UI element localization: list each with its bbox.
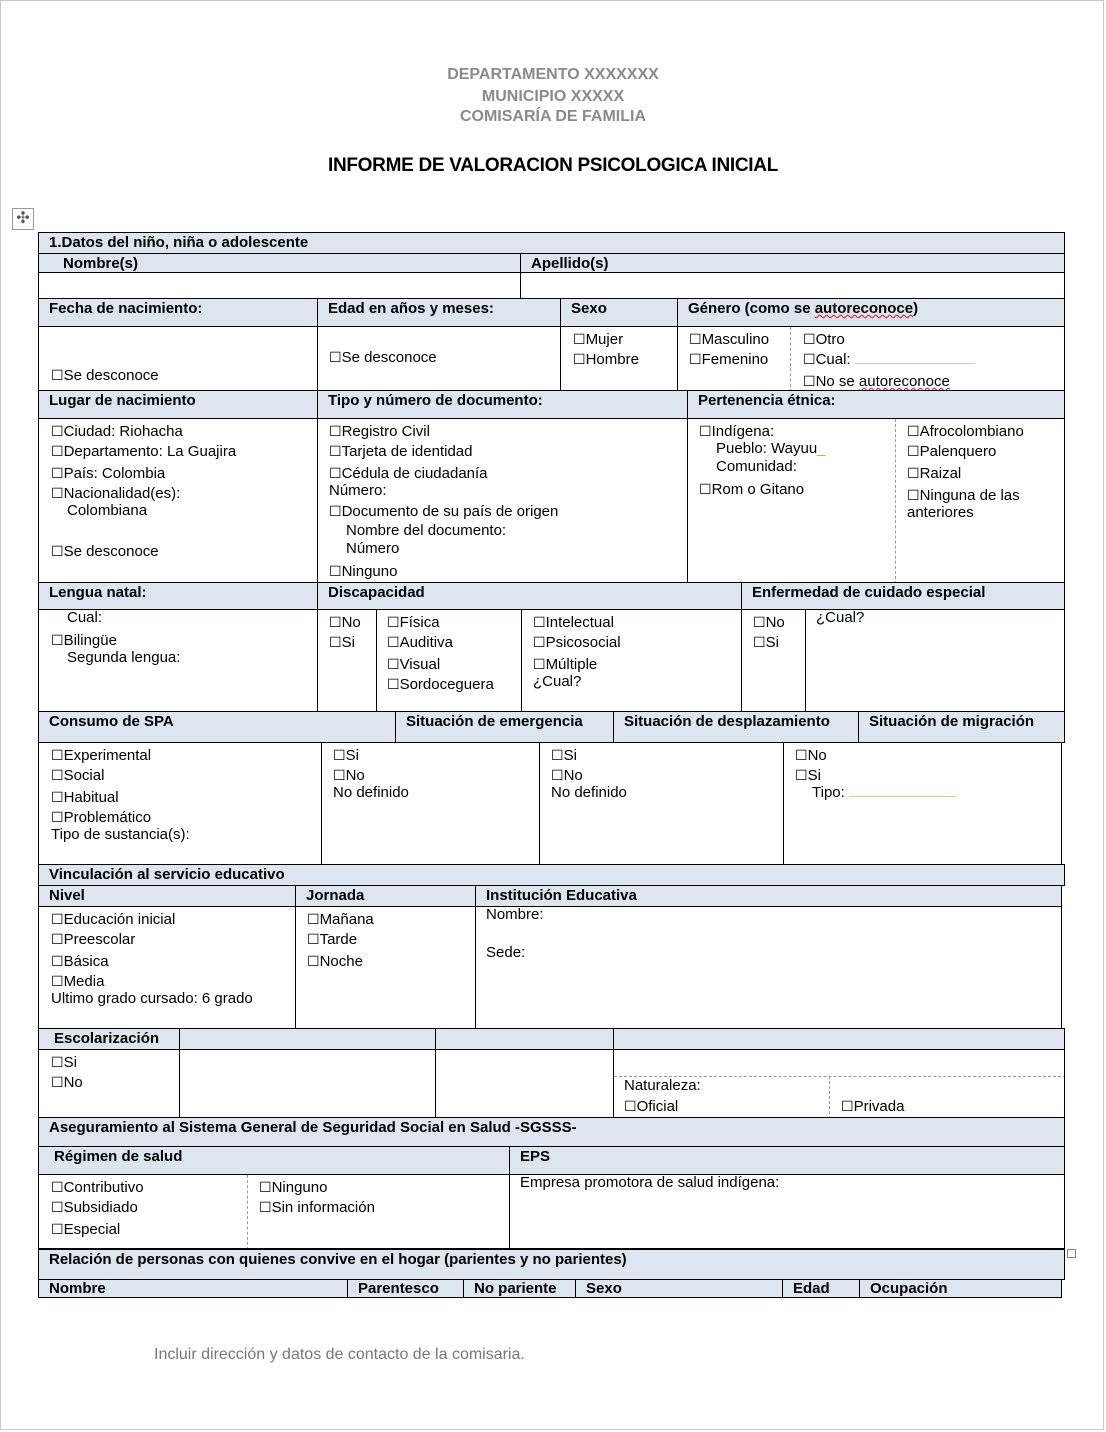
etnica-palenquero[interactable]: Palenquero (919, 443, 997, 460)
discapacidad-visual[interactable]: Visual (399, 656, 441, 673)
enfermedad-si[interactable]: Si (765, 634, 779, 651)
vinculacion-header (38, 864, 1065, 886)
lugar-se-desconoce[interactable]: Se desconoce (63, 543, 159, 560)
fecha-field[interactable] (38, 326, 318, 391)
lugar-field (38, 418, 318, 583)
escolarizacion-header (38, 1028, 180, 1050)
end-of-row-mark (1067, 1249, 1076, 1258)
regimen-especial[interactable]: Especial (63, 1221, 121, 1238)
spa-tipo-sustancia: Tipo de sustancia(s): (51, 826, 190, 843)
eps-header (509, 1146, 1065, 1175)
lugar-header (38, 390, 318, 419)
doc-cedula[interactable]: Cédula de ciudadanía (341, 465, 488, 482)
eps-field[interactable] (509, 1174, 1065, 1249)
col-sexo (575, 1279, 783, 1298)
eps-label: EPS (520, 1148, 551, 1165)
escolarizacion-field-3[interactable] (435, 1049, 614, 1118)
relacion-header (38, 1248, 1065, 1280)
institucion-sede: Sede: (486, 944, 526, 961)
genero-label-spell: autoreconoce (814, 300, 914, 317)
genero-no-se-checkbox[interactable]: No se (815, 373, 859, 390)
doc-numero-label: Número: (329, 482, 387, 499)
apellido-label: Apellido(s) (531, 255, 609, 272)
header-departamento: DEPARTAMENTO XXXXXXX (447, 66, 659, 83)
nombre-field[interactable] (38, 272, 521, 299)
institucion-label: Institución Educativa (486, 887, 637, 904)
edad-label: Edad en años y meses: (328, 300, 494, 317)
header-comisaria: COMISARÍA DE FAMILIA (459, 108, 647, 125)
spa-label: Consumo de SPA (49, 713, 174, 730)
discapacidad-si[interactable]: Si (341, 634, 355, 651)
genero-masculino-checkbox[interactable]: Masculino (701, 331, 770, 348)
doc-registro-civil[interactable]: Registro Civil (341, 423, 430, 440)
aseguramiento-label: Aseguramiento al Sistema General de Seguridad Social en Salud -SGSSS- (49, 1119, 577, 1136)
genero-header (677, 298, 1065, 327)
etnica-pueblo: Pueblo: Wayuu (716, 440, 818, 457)
doc-ninguno[interactable]: Ninguno (341, 563, 398, 580)
desplazamiento-si[interactable]: Si (563, 747, 577, 764)
section-datos-nino (38, 232, 1065, 254)
migracion-tipo-line[interactable] (849, 796, 957, 797)
discapacidad-si-no (317, 609, 377, 712)
discapacidad-multiple[interactable]: Múltiple (545, 656, 598, 673)
lengua-header (38, 582, 318, 610)
etnica-afro[interactable]: Afrocolombiano (919, 423, 1024, 440)
etnica-header (687, 390, 1065, 419)
nivel-header (38, 885, 296, 907)
lengua-label: Lengua natal: (49, 584, 147, 601)
enfermedad-si-no (741, 609, 806, 712)
etnica-rom[interactable]: Rom o Gitano (711, 481, 805, 498)
fecha-se-desconoce[interactable]: Se desconoce (63, 367, 159, 384)
sexo-hombre-checkbox[interactable]: Hombre (585, 351, 639, 368)
enfermedad-no[interactable]: No (765, 614, 785, 631)
regimen-label: Régimen de salud (54, 1148, 183, 1165)
enfermedad-cual: ¿Cual? (816, 609, 865, 626)
col-ocupacion (859, 1279, 1062, 1298)
desplazamiento-header (613, 711, 859, 743)
emergencia-field (321, 742, 540, 865)
doc-pais-origen[interactable]: Documento de su país de origen (341, 503, 559, 520)
lugar-pais[interactable]: País: Colombia (63, 465, 166, 482)
nivel-ultimo-grado: Ultimo grado cursado: 6 grado (51, 990, 253, 1007)
jornada-noche[interactable]: Noche (319, 953, 363, 970)
discapacidad-tipos-1 (376, 609, 522, 712)
migracion-tipo: Tipo: (812, 784, 845, 801)
aseguramiento-header (38, 1117, 1065, 1147)
genero-femenino-checkbox[interactable]: Femenino (701, 351, 769, 368)
sexo-mujer-checkbox[interactable]: Mujer (585, 331, 624, 348)
emergencia-no-definido: No definido (333, 784, 409, 801)
col-no-pariente-label: No pariente (474, 1280, 557, 1297)
genero-label-end: ) (913, 300, 919, 317)
jornada-tarde[interactable]: Tarde (319, 931, 358, 948)
tipo-doc-field (317, 418, 688, 583)
regimen-header (38, 1146, 510, 1175)
escolarizacion-field-2[interactable] (179, 1049, 436, 1118)
fecha-header (38, 298, 318, 327)
genero-cual-line[interactable] (855, 363, 975, 364)
escolarizacion-si[interactable]: Si (63, 1054, 77, 1071)
edad-field[interactable] (317, 326, 561, 391)
genero-no-se-spell: autoreconoce (858, 373, 950, 390)
col-nombre (38, 1279, 348, 1298)
naturaleza-divider-v (829, 1076, 830, 1118)
regimen-divider (247, 1175, 248, 1249)
jornada-manana[interactable]: Mañana (319, 911, 374, 928)
lugar-departamento[interactable]: Departamento: La Guajira (63, 443, 237, 460)
discapacidad-sordoceguera[interactable]: Sordoceguera (399, 676, 494, 693)
escolarizacion-label: Escolarización (54, 1030, 160, 1047)
col-parentesco (347, 1279, 464, 1298)
discapacidad-label: Discapacidad (328, 584, 425, 601)
emergencia-header (395, 711, 614, 743)
jornada-label: Jornada (306, 887, 365, 904)
lugar-nacionalidad[interactable]: Nacionalidad(es): (63, 485, 181, 502)
header-municipio: MUNICIPIO XXXXX (481, 88, 625, 105)
footer-note: Incluir dirección y datos de contacto de la comisaria. (154, 1346, 525, 1363)
genero-divider (790, 327, 791, 391)
lengua-bilingue[interactable]: Bilingüe (63, 632, 117, 649)
discapacidad-fisica[interactable]: Física (399, 614, 440, 631)
nivel-preescolar[interactable]: Preescolar (63, 931, 136, 948)
spa-experimental[interactable]: Experimental (63, 747, 152, 764)
col-no-pariente (463, 1279, 576, 1298)
discapacidad-no[interactable]: No (341, 614, 361, 631)
discapacidad-header (317, 582, 742, 610)
enfermedad-header (741, 582, 1065, 610)
nivel-basica[interactable]: Básica (63, 953, 109, 970)
migracion-label: Situación de migración (869, 713, 1035, 730)
edad-se-desconoce[interactable]: Se desconoce (341, 349, 437, 366)
col-edad (782, 1279, 860, 1298)
migracion-field (783, 742, 1062, 865)
section-datos-nino-label: 1.Datos del niño, niña o adolescente (49, 234, 309, 251)
institucion-nombre: Nombre: (486, 906, 544, 923)
emergencia-label: Situación de emergencia (406, 713, 583, 730)
spa-header (38, 711, 396, 743)
discapacidad-auditiva[interactable]: Auditiva (399, 634, 453, 651)
nivel-media[interactable]: Media (63, 973, 105, 990)
nombre-label: Nombre(s) (63, 255, 139, 272)
relacion-label: Relación de personas con quienes convive en el hogar (parientes y no parientes) (49, 1251, 627, 1268)
lugar-label: Lugar de nacimiento (49, 392, 196, 409)
escolarizacion-header-3 (435, 1028, 614, 1050)
migracion-no[interactable]: No (807, 747, 827, 764)
discapacidad-cual: ¿Cual? (533, 673, 582, 690)
regimen-field (38, 1174, 510, 1249)
fecha-label: Fecha de nacimiento: (49, 300, 203, 317)
document-title: INFORME DE VALORACION PSICOLOGICA INICIAL (327, 155, 779, 176)
desplazamiento-no-definido: No definido (551, 784, 627, 801)
escolarizacion-field (38, 1049, 180, 1118)
edad-header (317, 298, 561, 327)
doc-tarjeta-identidad[interactable]: Tarjeta de identidad (341, 443, 473, 460)
escolarizacion-no[interactable]: No (63, 1074, 83, 1091)
etnica-raizal[interactable]: Raizal (919, 465, 962, 482)
lengua-cual: Cual: (67, 609, 103, 626)
etnica-indigena[interactable]: Indígena: (711, 423, 775, 440)
desplazamiento-no[interactable]: No (563, 767, 583, 784)
regimen-sin-informacion[interactable]: Sin información (271, 1199, 375, 1216)
spa-problematico[interactable]: Problemático (63, 809, 152, 826)
table-move-handle-icon[interactable]: ✣ (12, 208, 34, 230)
naturaleza-label: Naturaleza: (624, 1077, 701, 1094)
enfermedad-cual-field[interactable] (805, 609, 1065, 712)
apellido-field[interactable] (520, 272, 1065, 299)
apellido-header (520, 253, 1065, 273)
etnica-comunidad: Comunidad: (716, 458, 797, 475)
escolarizacion-header-2 (179, 1028, 436, 1050)
naturaleza-field (613, 1049, 1065, 1118)
regimen-contributivo[interactable]: Contributivo (63, 1179, 144, 1196)
doc-nombre-label: Nombre del documento: (346, 522, 507, 539)
tipo-doc-label: Tipo y número de documento: (328, 392, 543, 409)
col-parentesco-label: Parentesco (358, 1280, 439, 1297)
etnica-ninguna[interactable]: Ninguna de las (919, 487, 1020, 504)
regimen-subsidiado[interactable]: Subsidiado (63, 1199, 138, 1216)
migracion-si[interactable]: Si (807, 767, 821, 784)
naturaleza-oficial[interactable]: Oficial (636, 1098, 679, 1115)
sexo-label: Sexo (571, 300, 607, 317)
genero-otro-checkbox[interactable]: Otro (815, 331, 845, 348)
etnica-divider (895, 419, 896, 583)
discapacidad-psicosocial[interactable]: Psicosocial (545, 634, 621, 651)
etnica-label: Pertenencia étnica: (698, 392, 836, 409)
enfermedad-label: Enfermedad de cuidado especial (752, 584, 986, 601)
genero-label: Género (como se (688, 300, 815, 317)
desplazamiento-label: Situación de desplazamiento (624, 713, 830, 730)
vinculacion-label: Vinculación al servicio educativo (49, 866, 285, 883)
escolarizacion-header-4 (613, 1028, 1065, 1050)
emergencia-no[interactable]: No (345, 767, 365, 784)
genero-field (677, 326, 1065, 391)
eps-empresa-indigena: Empresa promotora de salud indígena: (520, 1174, 780, 1191)
spa-habitual[interactable]: Habitual (63, 789, 119, 806)
sexo-field (560, 326, 678, 391)
lugar-ciudad[interactable]: Ciudad: Riohacha (63, 423, 183, 440)
lugar-nacionalidad-valor: Colombiana (67, 502, 148, 519)
col-nombre-label: Nombre (49, 1280, 106, 1297)
lengua-segunda: Segunda lengua: (67, 649, 181, 666)
genero-cual-checkbox[interactable]: Cual: (815, 351, 851, 368)
spa-field (38, 742, 322, 865)
col-edad-label: Edad (793, 1280, 830, 1297)
naturaleza-privada[interactable]: Privada (853, 1098, 905, 1115)
discapacidad-intelectual[interactable]: Intelectual (545, 614, 614, 631)
institucion-field[interactable] (475, 906, 1062, 1029)
etnica-anteriores: anteriores (907, 504, 974, 521)
migracion-header (858, 711, 1065, 743)
jornada-header (295, 885, 476, 907)
tipo-doc-header (317, 390, 688, 419)
nombre-header (38, 253, 521, 273)
jornada-field (295, 906, 476, 1029)
nivel-label: Nivel (49, 887, 85, 904)
regimen-ninguno[interactable]: Ninguno (271, 1179, 328, 1196)
col-ocupacion-label: Ocupación (870, 1280, 948, 1297)
nivel-field (38, 906, 296, 1029)
discapacidad-tipos-2 (521, 609, 742, 712)
col-sexo-label: Sexo (586, 1280, 622, 1297)
spa-social[interactable]: Social (63, 767, 105, 784)
nivel-educacion-inicial[interactable]: Educación inicial (63, 911, 176, 928)
doc-numero2-label: Número (346, 540, 400, 557)
sexo-header (560, 298, 678, 327)
emergencia-si[interactable]: Si (345, 747, 359, 764)
lengua-field (38, 609, 318, 712)
institucion-header (475, 885, 1062, 907)
desplazamiento-field (539, 742, 784, 865)
etnica-field: ☐ Indígena: Pueblo: Wayuu_ Comunidad: ☐ Rom o Gitano ☐ Afrocolombiano ☐ Palenquero ☐ Raizal ☐ Ninguna de las anteriores (687, 418, 1065, 583)
